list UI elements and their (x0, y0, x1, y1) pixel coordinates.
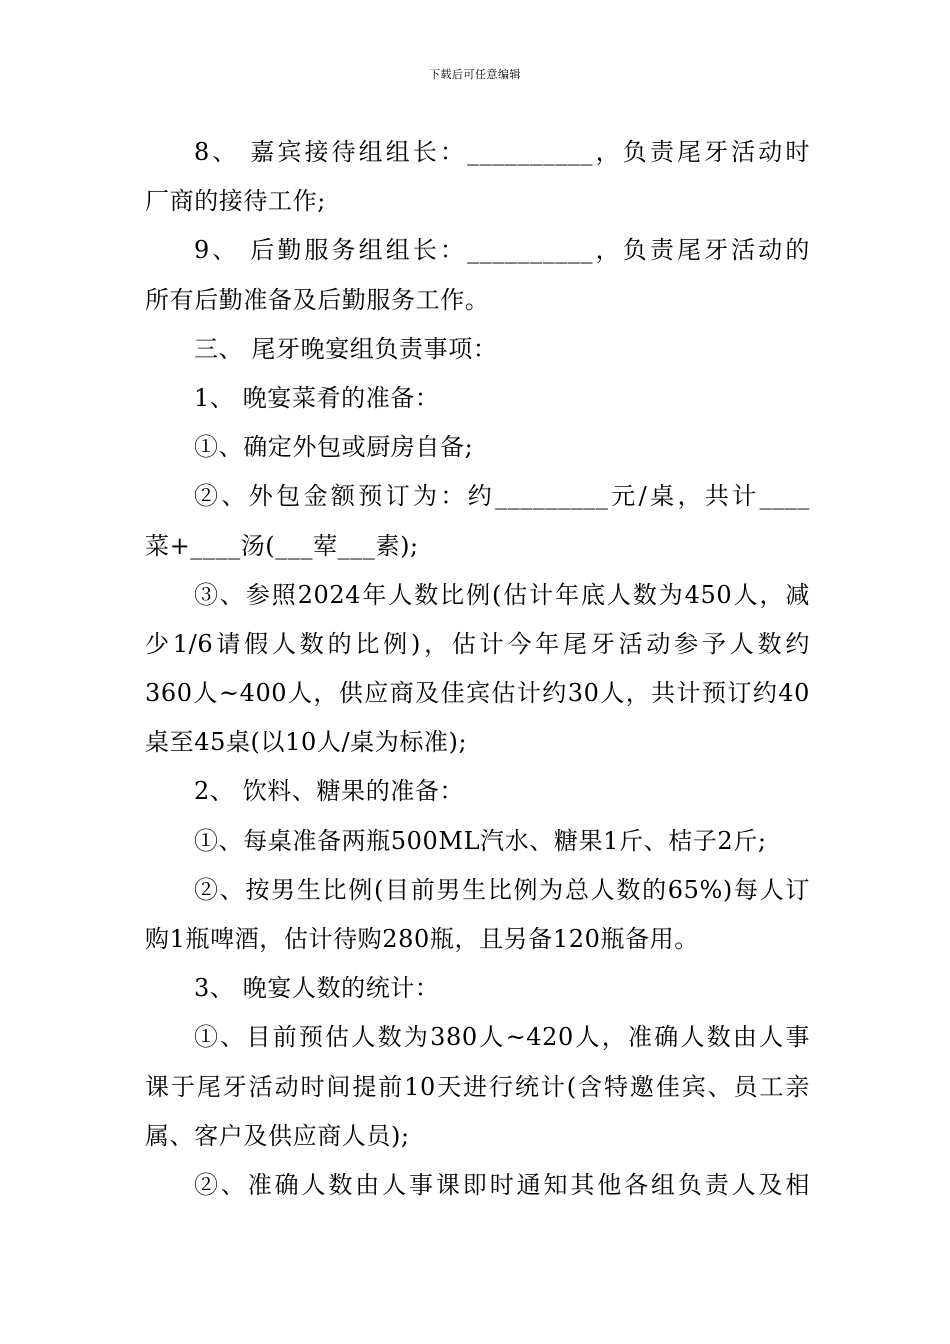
section-heading: 三、 尾牙晚宴组负责事项： (194, 334, 498, 363)
paragraph-line: 9、 后勤服务组组长：__________，负责尾牙活动的 (194, 236, 810, 265)
list-item: ①、确定外包或厨房自备; (194, 433, 474, 462)
subsection-heading: 3、 晚宴人数的统计： (194, 974, 440, 1003)
subsection-heading: 2、 饮料、糖果的准备： (194, 777, 465, 806)
paragraph-line: 8、 嘉宾接待组组长：__________，负责尾牙活动时 (194, 138, 810, 166)
paragraph-line: 360人~400人，供应商及佳宾估计约30人，共计预订约40 (145, 679, 810, 708)
paragraph-line: 少1/6请假人数的比例)，估计今年尾牙活动参予人数约 (145, 629, 810, 658)
page-header: 下载后可任意编辑 (429, 68, 521, 81)
list-item: ②、准确人数由人事课即时通知其他各组负责人及相 (194, 1170, 810, 1199)
paragraph-line: 厂商的接待工作; (145, 187, 326, 216)
list-item: ③、参照2024年人数比例(估计年底人数为450人，减 (194, 580, 810, 609)
list-item: ①、每桌准备两瓶500ML汽水、糖果1斤、桔子2斤; (194, 826, 767, 855)
paragraph-line: 属、客户及供应商人员); (145, 1121, 410, 1150)
paragraph-line: 课于尾牙活动时间提前10天进行统计(含特邀佳宾、员工亲 (145, 1072, 810, 1101)
paragraph-line: 菜+____汤(___荤___素); (145, 531, 419, 560)
subsection-heading: 1、 晚宴菜肴的准备： (194, 383, 440, 412)
list-item: ②、按男生比例(目前男生比例为总人数的65%)每人订 (194, 875, 810, 904)
paragraph-line: 桌至45桌(以10人/桌为标准); (145, 728, 468, 757)
list-item: ①、目前预估人数为380人~420人，准确人数由人事 (194, 1023, 810, 1052)
list-item: ②、外包金额预订为：约_________元/桌，共计____ (194, 482, 810, 511)
document-body (145, 128, 810, 1210)
paragraph-line: 所有后勤准备及后勤服务工作。 (145, 285, 490, 314)
paragraph-line: 购1瓶啤酒，估计待购280瓶，且另备120瓶备用。 (145, 925, 699, 953)
